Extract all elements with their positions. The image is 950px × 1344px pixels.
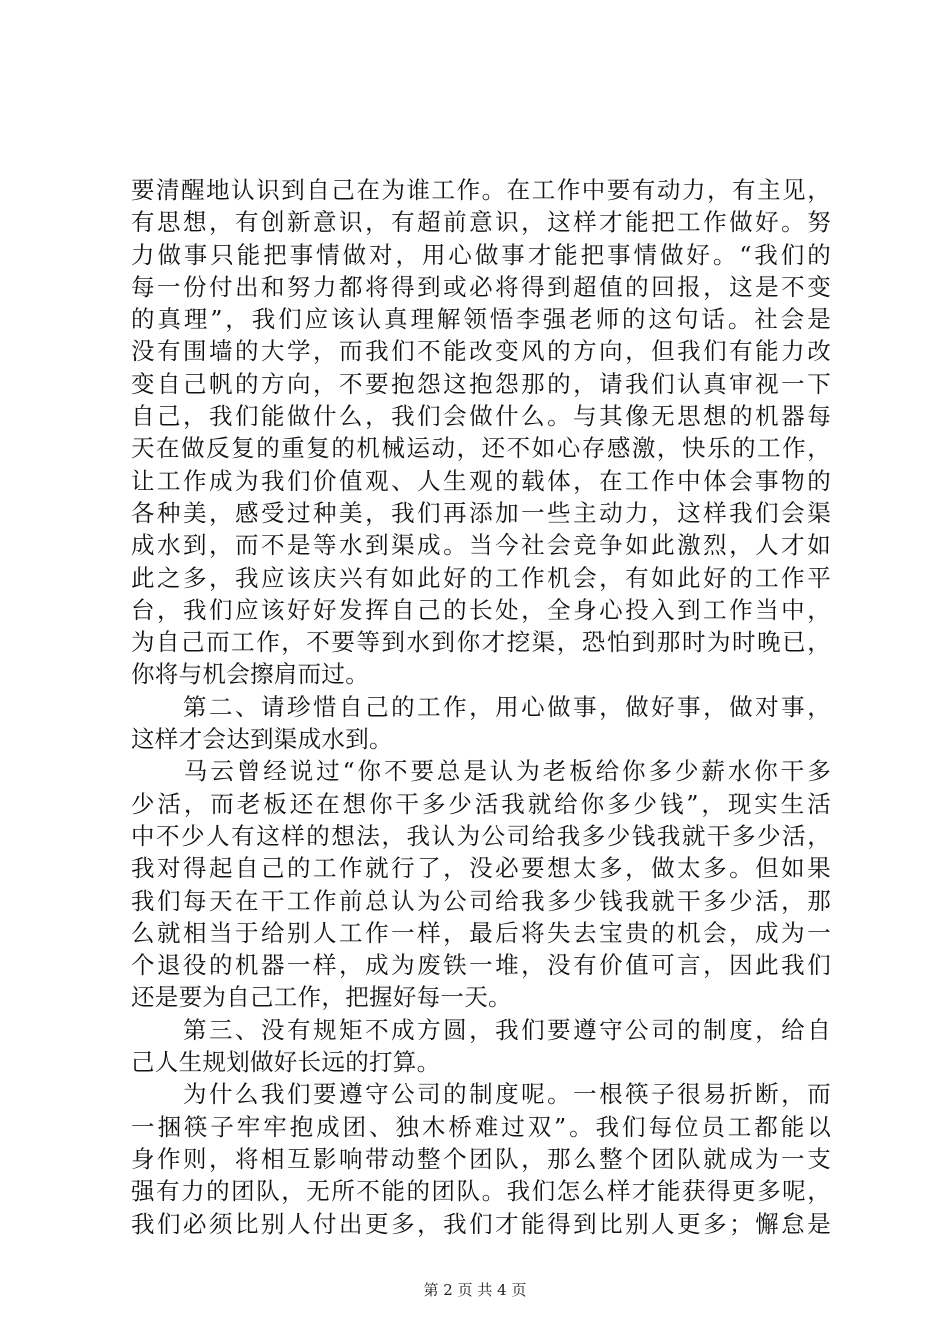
text-line: 要清醒地认识到自己在为谁工作。在工作中要有动力，有主见，: [131, 176, 831, 204]
text-line: 有思想，有创新意识，有超前意识，这样才能把工作做好。努: [131, 208, 831, 237]
text-line: 为自己而工作，不要等到水到你才挖渠，恐怕到那时为时晚已，: [131, 628, 831, 657]
text-line: 我们每天在干工作前总认为公司给我多少钱我就干多少活，那: [131, 886, 831, 915]
text-line: 此之多，我应该庆兴有如此好的工作机会，有如此好的工作平: [131, 563, 831, 592]
text-line: 我对得起自己的工作就行了，没必要想太多，做太多。但如果: [131, 854, 831, 883]
text-line: 马云曾经说过“你不要总是认为老板给你多少薪水你干多: [131, 757, 831, 786]
page-footer: 第 2 页 共 4 页: [423, 1281, 527, 1299]
text-line: 身作则，将相互影响带动整个团队，那么整个团队就成为一支: [131, 1144, 831, 1173]
text-line: 么就相当于给别人工作一样，最后将失去宝贵的机会，成为一: [131, 918, 831, 947]
text-line: 没有围墙的大学，而我们不能改变风的方向，但我们有能力改: [131, 337, 831, 366]
text-line: 我们必须比别人付出更多，我们才能得到比别人更多；懈怠是: [131, 1209, 831, 1238]
text-line: 个退役的机器一样，成为废铁一堆，没有价值可言，因此我们: [131, 951, 831, 980]
text-line: 台，我们应该好好发挥自己的长处，全身心投入到工作当中，: [131, 595, 831, 624]
text-line: 己人生规划做好长远的打算。: [131, 1048, 441, 1077]
text-line: 强有力的团队，无所不能的团队。我们怎么样才能获得更多呢，: [131, 1177, 831, 1206]
text-line: 为什么我们要遵守公司的制度呢。一根筷子很易折断，而: [131, 1080, 831, 1109]
text-line: 第二、请珍惜自己的工作，用心做事，做好事，做对事，: [131, 692, 831, 721]
text-line: 一捆筷子牢牢抱成团、独木桥难过双”。我们每位员工都能以: [131, 1112, 831, 1141]
text-line: 力做事只能把事情做对，用心做事才能把事情做好。“我们的: [131, 240, 831, 269]
text-line: 第三、没有规矩不成方圆，我们要遵守公司的制度，给自: [131, 1015, 831, 1044]
text-line: 变自己帆的方向，不要抱怨这抱怨那的，请我们认真审视一下: [131, 369, 831, 398]
text-line: 中不少人有这样的想法，我认为公司给我多少钱我就干多少活，: [131, 821, 831, 850]
text-line: 还是要为自己工作，把握好每一天。: [131, 983, 512, 1012]
text-line: 天在做反复的重复的机械运动，还不如心存感激，快乐的工作，: [131, 434, 831, 463]
text-line: 少活，而老板还在想你干多少活我就给你多少钱”，现实生活: [131, 789, 831, 818]
text-line: 的真理”，我们应该认真理解领悟李强老师的这句话。社会是: [131, 305, 831, 334]
text-line: 各种美，感受过种美，我们再添加一些主动力，这样我们会渠: [131, 498, 831, 527]
text-line: 你将与机会擦肩而过。: [131, 660, 369, 689]
text-line: 这样才会达到渠成水到。: [131, 725, 393, 754]
text-line: 每一份付出和努力都将得到或必将得到超值的回报，这是不变: [131, 272, 831, 301]
document-body: [131, 174, 831, 1240]
text-line: 让工作成为我们价值观、人生观的载体，在工作中体会事物的: [131, 466, 831, 495]
text-line: 成水到，而不是等水到渠成。当今社会竞争如此激烈，人才如: [131, 531, 831, 560]
text-line: 自己，我们能做什么，我们会做什么。与其像无思想的机器每: [131, 402, 831, 431]
